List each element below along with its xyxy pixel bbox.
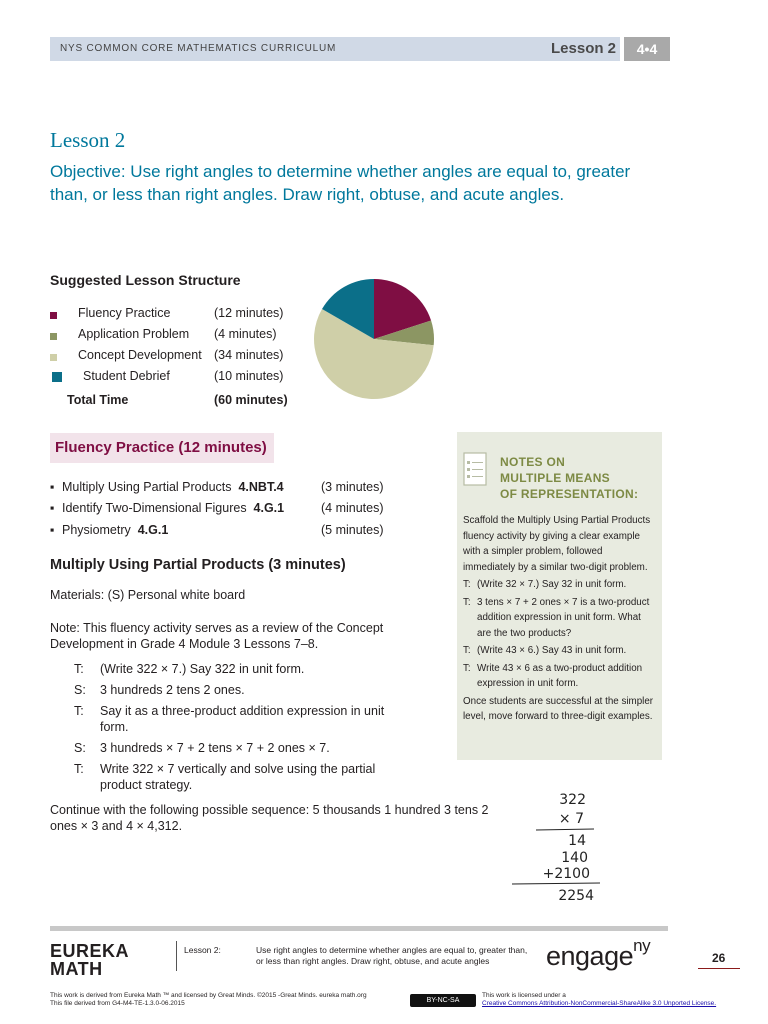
hand-line: 2254 <box>558 888 594 904</box>
footer-divider <box>176 941 177 971</box>
notes-document-icon <box>463 452 489 488</box>
fluency-item-name: Identify Two-Dimensional Figures <box>62 501 247 515</box>
notes-dialogue-line: T: 3 tens × 7 + 2 ones × 7 is a two-product addition expression in unit form. What are the two products? <box>463 596 650 639</box>
dialogue-text: 3 hundreds 2 tens 2 ones. <box>100 683 245 697</box>
dialogue-text: (Write 322 × 7.) Say 322 in unit form. <box>100 662 305 676</box>
fluency-item-standard: 4.NBT.4 <box>238 480 284 494</box>
structure-row-minutes: (12 minutes) <box>214 306 284 320</box>
hand-line: 140 <box>561 850 588 866</box>
fluency-item-name: Multiply Using Partial Products <box>62 480 232 494</box>
legend-square-application <box>50 333 57 340</box>
dialogue-text: 3 hundreds × 7 + 2 tens × 7 + 2 ones × 7. <box>100 741 330 755</box>
page-number-underline <box>698 968 740 969</box>
structure-row-name: Student Debrief <box>83 369 170 383</box>
fluency-title: Fluency Practice (12 minutes) <box>55 439 267 456</box>
structure-row-minutes: (34 minutes) <box>214 348 284 362</box>
speaker: S: <box>74 741 86 755</box>
footer-lesson: Lesson 2: <box>184 945 221 955</box>
creative-commons-badge: BY-NC-SA <box>410 994 476 1007</box>
handwritten-partial-products <box>508 790 608 910</box>
footer-rule <box>50 926 668 931</box>
lesson-objective: Objective: Use right angles to determine whether angles are equal to, greater than, or less than right angles. Draw right, obtuse, and acute angles. <box>50 162 631 204</box>
section-heading: Multiply Using Partial Products (3 minutes) <box>50 557 346 573</box>
fluency-item-minutes: (4 minutes) <box>321 501 384 515</box>
fluency-item-minutes: (5 minutes) <box>321 523 384 537</box>
hand-line: 322 <box>559 792 586 808</box>
speaker: S: <box>74 683 86 697</box>
engageny-logo: engage$^{ny}$ <box>546 936 651 971</box>
structure-row-name: Concept Development <box>78 348 202 362</box>
structure-row-name: Application Problem <box>78 327 190 341</box>
fluency-item-standard: 4.G.1 <box>137 523 169 537</box>
fluency-item <box>50 523 384 537</box>
footer-objective: Use right angles to determine whether angles are equal to, greater than, or less than right angles. Draw right, obtuse, and acute angles <box>256 945 528 966</box>
structure-heading: Suggested Lesson Structure <box>50 272 241 288</box>
continue-paragraph: Continue with the following possible sequence: 5 thousands 1 hundred 3 tens 2 ones × 3 and 4 × 4,312. <box>50 803 489 833</box>
structure-row-name: Fluency Practice <box>78 306 171 320</box>
fluency-item <box>50 501 384 515</box>
eureka-math-logo: EUREKA MATH <box>50 941 130 979</box>
notes-dialogue-line: T: (Write 32 × 7.) Say 32 in unit form. <box>463 579 627 590</box>
notes-dialogue-line: T: (Write 43 × 6.) Say 43 in unit form. <box>463 645 627 656</box>
legend-square-debrief <box>52 372 62 382</box>
notes-body <box>463 513 655 725</box>
notes-title: NOTES ON MULTIPLE MEANS OF REPRESENTATION: <box>500 455 639 501</box>
dialogue-text: Write 322 × 7 vertically and solve using the partial product strategy. <box>100 762 376 792</box>
grade-module-badge: 4•4 <box>624 37 670 61</box>
page-number: 26 <box>712 951 726 965</box>
total-label: Total Time <box>67 393 129 407</box>
dialogue-text: Say it as a three-product addition expression in unit form. <box>100 704 385 734</box>
derived-notice: This work is derived from Eureka Math ™ and licensed by Great Minds. ©2015 -Great Minds. eureka math.org This file derived from G4-M4-TE-1.3.0-06.2015 <box>50 992 367 1007</box>
legend-square-fluency <box>50 312 57 319</box>
header-lesson: Lesson 2 <box>551 40 617 57</box>
fluency-item-minutes: (3 minutes) <box>321 480 384 494</box>
license-notice: This work is licensed under a Creative Commons Attribution-NonCommercial-ShareAlike 3.0 Unported License. <box>482 992 717 1007</box>
note-paragraph: Note: This fluency activity serves as a review of the Concept Development in Grade 4 Module 3 Lessons 7–8. <box>50 621 384 651</box>
bullet-icon: ▪ <box>50 480 55 494</box>
license-link[interactable]: Creative Commons Attribution-NonCommercial-ShareAlike 3.0 Unported License. <box>482 1000 717 1007</box>
fluency-item <box>50 480 384 494</box>
curriculum-title: NYS COMMON CORE MATHEMATICS CURRICULUM <box>60 43 337 54</box>
fluency-item-name: Physiometry <box>62 523 131 537</box>
materials-line: Materials: (S) Personal white board <box>50 588 246 602</box>
hand-line: × 7 <box>558 811 584 827</box>
structure-row-minutes: (4 minutes) <box>214 327 277 341</box>
speaker: T: <box>74 662 84 676</box>
fluency-item-standard: 4.G.1 <box>253 501 285 515</box>
notes-outro: Once students are successful at the simpler level, move forward to three-digit examples. <box>463 695 654 722</box>
legend-square-concept <box>50 354 57 361</box>
notes-intro: Scaffold the Multiply Using Partial Products fluency activity by giving a clear example with a simpler problem, followed immediately by a similar two-digit problem. <box>463 515 651 573</box>
hand-line: 14 <box>568 833 586 849</box>
speaker: T: <box>74 762 84 776</box>
lesson-structure-pie-chart <box>310 275 438 403</box>
speaker: T: <box>74 704 84 718</box>
structure-row-minutes: (10 minutes) <box>214 369 284 383</box>
lesson-title: Lesson 2 <box>50 128 126 152</box>
notes-dialogue-line: T: Write 43 × 6 as a two-product addition expression in unit form. <box>463 662 643 689</box>
bullet-icon: ▪ <box>50 501 55 515</box>
total-minutes: (60 minutes) <box>214 393 288 407</box>
bullet-icon: ▪ <box>50 523 55 537</box>
hand-line: +2100 <box>542 866 590 882</box>
